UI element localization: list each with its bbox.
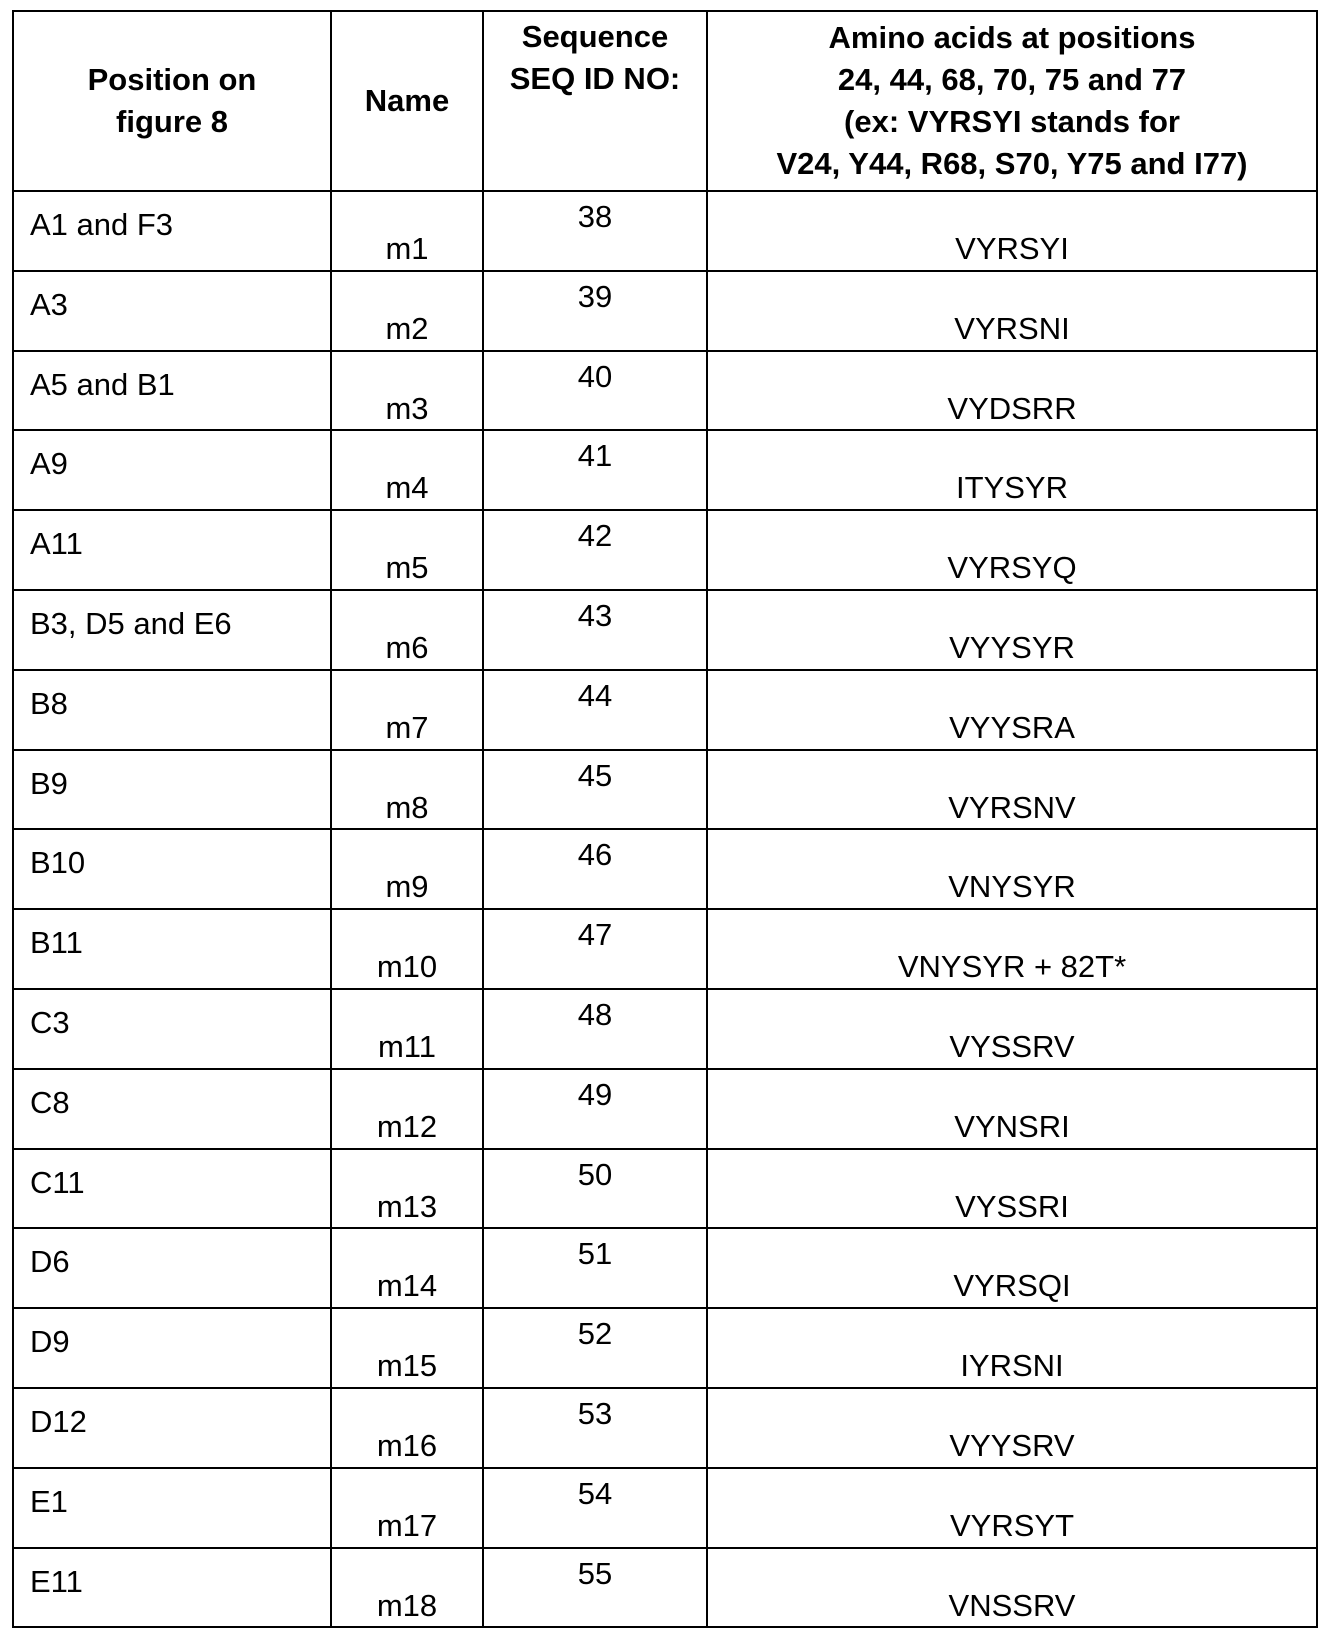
cell-position: D12: [13, 1388, 331, 1468]
cell-position: C3: [13, 989, 331, 1069]
header-aa-line: (ex: VYRSYI stands for: [708, 101, 1316, 143]
cell-seq: 44: [483, 670, 707, 750]
table-row: [13, 750, 1317, 830]
mutant-table: [12, 10, 1318, 1628]
cell-seq: 38: [483, 191, 707, 271]
cell-seq: 45: [483, 750, 707, 830]
cell-aa: VNSSRV: [707, 1548, 1317, 1628]
cell-position: B8: [13, 670, 331, 750]
table-row: [13, 1468, 1317, 1548]
table-row: [13, 1149, 1317, 1229]
cell-name: m8: [331, 750, 483, 830]
cell-aa: VYSSRV: [707, 989, 1317, 1069]
cell-name: m5: [331, 510, 483, 590]
cell-position: C11: [13, 1149, 331, 1229]
header-aa-line: 24, 44, 68, 70, 75 and 77: [708, 59, 1316, 101]
cell-seq: 50: [483, 1149, 707, 1229]
cell-name: m1: [331, 191, 483, 271]
cell-position: B10: [13, 829, 331, 909]
cell-aa: VNYSYR + 82T*: [707, 909, 1317, 989]
cell-aa: ITYSYR: [707, 430, 1317, 510]
cell-aa: VYSSRI: [707, 1149, 1317, 1229]
cell-name: m6: [331, 590, 483, 670]
cell-aa: VYDSRR: [707, 351, 1317, 431]
cell-seq: 49: [483, 1069, 707, 1149]
table-row: [13, 1069, 1317, 1149]
table-row: [13, 430, 1317, 510]
header-aa-line: V24, Y44, R68, S70, Y75 and I77): [708, 143, 1316, 185]
cell-position: A5 and B1: [13, 351, 331, 431]
cell-name: m9: [331, 829, 483, 909]
cell-name: m4: [331, 430, 483, 510]
header-seq: Sequence SEQ ID NO:: [483, 11, 707, 191]
cell-aa: VNYSYR: [707, 829, 1317, 909]
cell-aa: VYYSRV: [707, 1388, 1317, 1468]
cell-position: A11: [13, 510, 331, 590]
cell-name: m16: [331, 1388, 483, 1468]
cell-aa: VYYSRA: [707, 670, 1317, 750]
cell-position: B9: [13, 750, 331, 830]
cell-aa: VYRSQI: [707, 1228, 1317, 1308]
cell-seq: 39: [483, 271, 707, 351]
cell-seq: 48: [483, 989, 707, 1069]
table-row: [13, 351, 1317, 431]
cell-name: m2: [331, 271, 483, 351]
cell-position: E1: [13, 1468, 331, 1548]
cell-name: m18: [331, 1548, 483, 1628]
cell-position: B3, D5 and E6: [13, 590, 331, 670]
cell-name: m10: [331, 909, 483, 989]
cell-position: D9: [13, 1308, 331, 1388]
table-row: [13, 1308, 1317, 1388]
cell-position: A3: [13, 271, 331, 351]
cell-name: m11: [331, 989, 483, 1069]
cell-name: m12: [331, 1069, 483, 1149]
cell-seq: 42: [483, 510, 707, 590]
cell-aa: VYRSYT: [707, 1468, 1317, 1548]
cell-name: m13: [331, 1149, 483, 1229]
cell-seq: 47: [483, 909, 707, 989]
table-row: [13, 909, 1317, 989]
cell-name: m7: [331, 670, 483, 750]
cell-aa: VYRSYQ: [707, 510, 1317, 590]
table-row: [13, 1388, 1317, 1468]
cell-name: m17: [331, 1468, 483, 1548]
cell-seq: 51: [483, 1228, 707, 1308]
cell-seq: 40: [483, 351, 707, 431]
cell-aa: VYRSNI: [707, 271, 1317, 351]
table-row: [13, 510, 1317, 590]
cell-aa: IYRSNI: [707, 1308, 1317, 1388]
cell-name: m14: [331, 1228, 483, 1308]
cell-seq: 52: [483, 1308, 707, 1388]
cell-seq: 41: [483, 430, 707, 510]
cell-position: A1 and F3: [13, 191, 331, 271]
cell-name: m3: [331, 351, 483, 431]
cell-seq: 55: [483, 1548, 707, 1628]
cell-position: A9: [13, 430, 331, 510]
cell-seq: 46: [483, 829, 707, 909]
header-amino-acids: [707, 11, 1317, 191]
table-row: [13, 989, 1317, 1069]
cell-aa: VYNSRI: [707, 1069, 1317, 1149]
cell-seq: 54: [483, 1468, 707, 1548]
table-row: [13, 829, 1317, 909]
cell-aa: VYRSNV: [707, 750, 1317, 830]
header-row: [13, 11, 1317, 191]
cell-seq: 53: [483, 1388, 707, 1468]
table-row: [13, 590, 1317, 670]
cell-position: B11: [13, 909, 331, 989]
header-position: Position on figure 8: [13, 11, 331, 191]
cell-seq: 43: [483, 590, 707, 670]
table-row: [13, 670, 1317, 750]
header-aa-line: Amino acids at positions: [708, 17, 1316, 59]
cell-aa: VYYSYR: [707, 590, 1317, 670]
cell-position: E11: [13, 1548, 331, 1628]
cell-aa: VYRSYI: [707, 191, 1317, 271]
table-row: [13, 1548, 1317, 1628]
cell-position: C8: [13, 1069, 331, 1149]
table-row: [13, 191, 1317, 271]
table-row: [13, 271, 1317, 351]
header-name: Name: [331, 11, 483, 191]
cell-name: m15: [331, 1308, 483, 1388]
table-row: [13, 1228, 1317, 1308]
cell-position: D6: [13, 1228, 331, 1308]
